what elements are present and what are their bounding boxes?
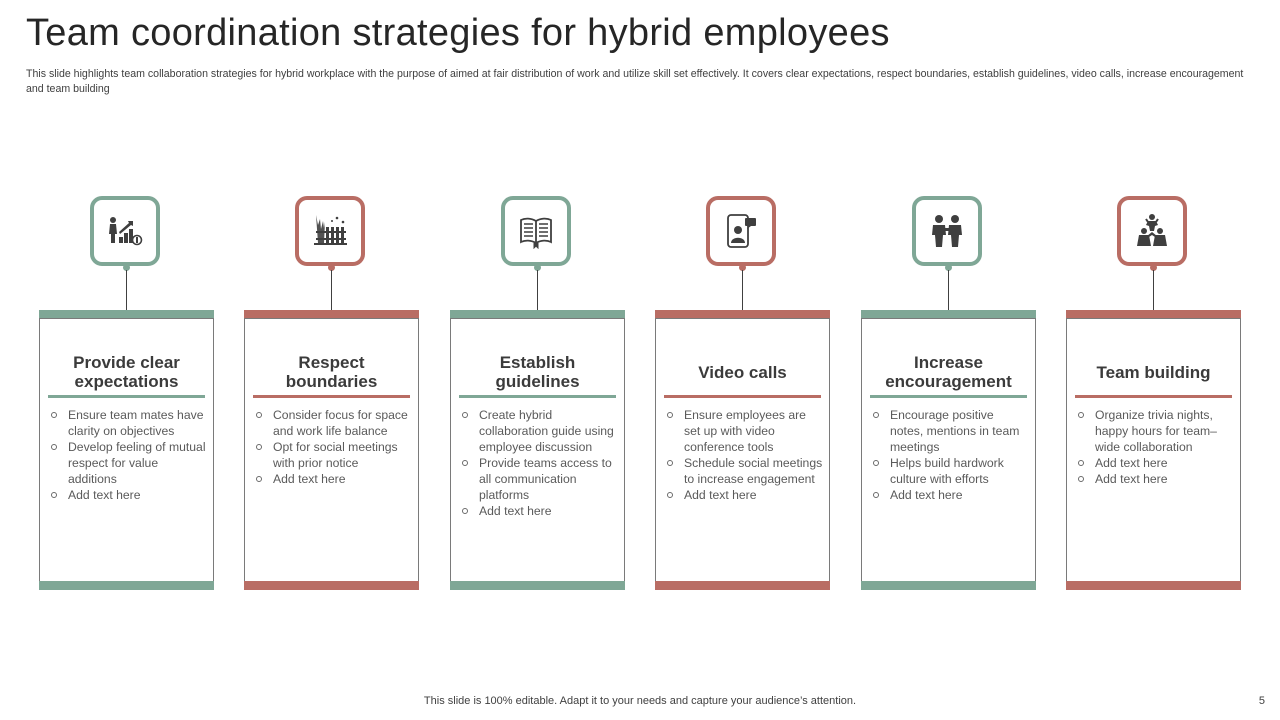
strategy-column-team-building — [1066, 196, 1241, 592]
card-bottom-bar — [655, 581, 830, 590]
bullet-list — [1075, 407, 1235, 487]
title-underline — [1075, 395, 1232, 398]
bullet-item: Add text here — [1075, 471, 1235, 487]
bullet-item: Develop feeling of mutual respect for value additions — [48, 439, 208, 487]
bullet-item: Schedule social meetings to increase engagement — [664, 455, 824, 487]
icon-frame — [912, 196, 982, 266]
two-people-icon — [929, 213, 965, 249]
bullet-item: Organize trivia nights, happy hours for team–wide collaboration — [1075, 407, 1235, 455]
icon-frame — [706, 196, 776, 266]
bullet-item: Add text here — [459, 503, 619, 519]
bullet-item: Add text here — [1075, 455, 1235, 471]
bullet-item: Add text here — [253, 471, 413, 487]
title-underline — [48, 395, 205, 398]
bullet-list — [664, 407, 824, 503]
strategy-card — [244, 318, 419, 582]
strategy-card — [450, 318, 625, 582]
card-title: Provide clear expectations — [73, 353, 180, 391]
bullet-list — [870, 407, 1030, 503]
bullet-list — [459, 407, 619, 519]
icon-frame — [1117, 196, 1187, 266]
icon-frame — [295, 196, 365, 266]
footer-note: This slide is 100% editable. Adapt it to your needs and capture your audience’s attention. — [423, 695, 857, 707]
bullet-item: Ensure employees are set up with video conference tools — [664, 407, 824, 455]
bullet-item: Provide teams access to all communication platforms — [459, 455, 619, 503]
strategy-column-video-calls — [655, 196, 830, 592]
connector-line — [1153, 270, 1154, 310]
card-title: Video calls — [698, 362, 787, 382]
video-call-icon — [723, 213, 759, 249]
slide-subtitle: This slide highlights team collaboration strategies for hybrid workplace with the purpose of aimed at fair distribution of work and utilize skill set effectively. It covers clear expectations, respect boundaries, establish guidelines, video calls, increase encouragement and team building — [26, 68, 1244, 95]
card-bottom-bar — [39, 581, 214, 590]
connector-line — [742, 270, 743, 310]
title-underline — [459, 395, 616, 398]
bullet-item: Helps build hardwork culture with efforts — [870, 455, 1030, 487]
bullet-item: Create hybrid collaboration guide using employee discussion — [459, 407, 619, 455]
connector-line — [537, 270, 538, 310]
bullet-item: Encourage positive notes, mentions in team meetings — [870, 407, 1030, 455]
bullet-item: Add text here — [664, 487, 824, 503]
slide-title: Team coordination strategies for hybrid employees — [26, 12, 890, 54]
icon-frame — [501, 196, 571, 266]
bullet-list — [253, 407, 413, 487]
strategy-column-clear-expectations — [39, 196, 214, 592]
card-bottom-bar — [450, 581, 625, 590]
card-title: Team building — [1096, 362, 1211, 382]
connector-line — [948, 270, 949, 310]
fence-icon — [312, 213, 348, 249]
strategy-card — [39, 318, 214, 582]
title-underline — [253, 395, 410, 398]
bullet-item: Add text here — [870, 487, 1030, 503]
strategy-card — [655, 318, 830, 582]
page-number: 5 — [1258, 695, 1265, 707]
card-bottom-bar — [861, 581, 1036, 590]
team-pyramid-icon — [1134, 213, 1170, 249]
bullet-item: Consider focus for space and work life balance — [253, 407, 413, 439]
card-bottom-bar — [244, 581, 419, 590]
connector-line — [331, 270, 332, 310]
title-underline — [664, 395, 821, 398]
bullet-item: Ensure team mates have clarity on objectives — [48, 407, 208, 439]
card-title: Respect boundaries — [285, 353, 378, 391]
strategy-column-increase-encouragement — [861, 196, 1036, 592]
card-title: Increase encouragement — [885, 353, 1012, 391]
card-bottom-bar — [1066, 581, 1241, 590]
growth-people-icon — [107, 213, 143, 249]
connector-line — [126, 270, 127, 310]
card-title: Establish guidelines — [495, 353, 580, 391]
strategy-column-establish-guidelines — [450, 196, 625, 592]
bullet-item: Add text here — [48, 487, 208, 503]
bullet-list — [48, 407, 208, 503]
strategy-column-respect-boundaries — [244, 196, 419, 592]
strategy-card — [861, 318, 1036, 582]
icon-frame — [90, 196, 160, 266]
bullet-item: Opt for social meetings with prior notice — [253, 439, 413, 471]
open-book-icon — [518, 213, 554, 249]
strategy-card — [1066, 318, 1241, 582]
title-underline — [870, 395, 1027, 398]
